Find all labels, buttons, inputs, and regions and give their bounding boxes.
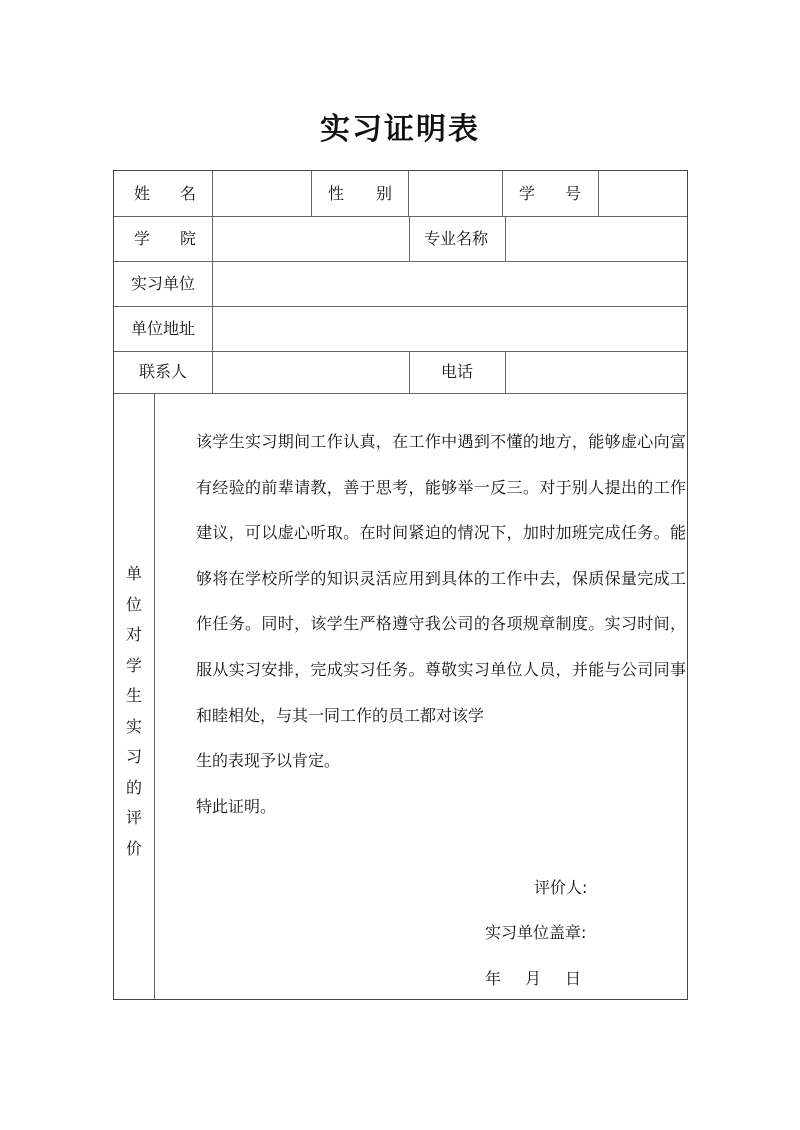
company-field[interactable] — [213, 261, 687, 306]
row-divider — [114, 393, 687, 394]
gender-field[interactable] — [409, 171, 502, 216]
col-divider — [409, 216, 410, 261]
name-label: 姓 名 — [134, 184, 196, 203]
major-label: 专业名称 — [424, 229, 489, 248]
college-label: 学 院 — [134, 229, 196, 248]
date-day: 日 — [565, 969, 582, 988]
evaluator-field[interactable] — [594, 869, 684, 899]
col-divider — [502, 171, 503, 216]
col-divider — [409, 351, 410, 393]
date-month: 月 — [525, 969, 542, 988]
col-divider — [154, 393, 155, 999]
evaluation-closing: 特此证明。 — [196, 796, 277, 816]
major-field[interactable] — [506, 216, 687, 261]
seal-field[interactable] — [594, 914, 684, 944]
gender-label: 性 别 — [328, 184, 392, 203]
company-label: 实习单位 — [131, 274, 196, 293]
seal-label: 实习单位盖章: — [485, 923, 587, 942]
contact-label: 联系人 — [139, 362, 188, 381]
evaluation-side-label: 单 位 对 学 生 实 习 的 评 价 — [125, 564, 142, 858]
evaluation-paragraph: 生的表现予以肯定。 — [196, 751, 341, 771]
contact-field[interactable] — [213, 351, 409, 393]
phone-label: 电话 — [441, 362, 474, 381]
phone-field[interactable] — [506, 351, 687, 393]
date-year: 年 — [485, 969, 502, 988]
evaluation-paragraph: 该学生实习期间工作认真，在工作中遇到不懂的地方，能够虚心向富有经验的前辈请教，善于思考，能够举一反三。对于别人提出的工作建议，可以虚心听取。在时间紧迫的情况下，加时加班完成任务。能够将在学校所学的知识灵活应用到具体的工作中去，保质保量完成工作任务。同时，该学生严格遵守我公司的各项规章制度。实习时间，服从实习安排，完成实习任务。尊敬实习单位人员，并能与公司同事和睦相处，与其一同工作的员工都对该学 — [196, 432, 686, 725]
college-field[interactable] — [213, 216, 409, 261]
page-title: 实习证明表 — [320, 112, 480, 147]
student-id-field[interactable] — [599, 171, 687, 216]
address-label: 单位地址 — [131, 319, 196, 338]
evaluator-label: 评价人: — [534, 878, 588, 897]
student-id-label: 学 号 — [519, 184, 581, 203]
internship-form — [113, 170, 688, 1000]
evaluation-text — [164, 419, 686, 829]
address-field[interactable] — [213, 306, 687, 351]
